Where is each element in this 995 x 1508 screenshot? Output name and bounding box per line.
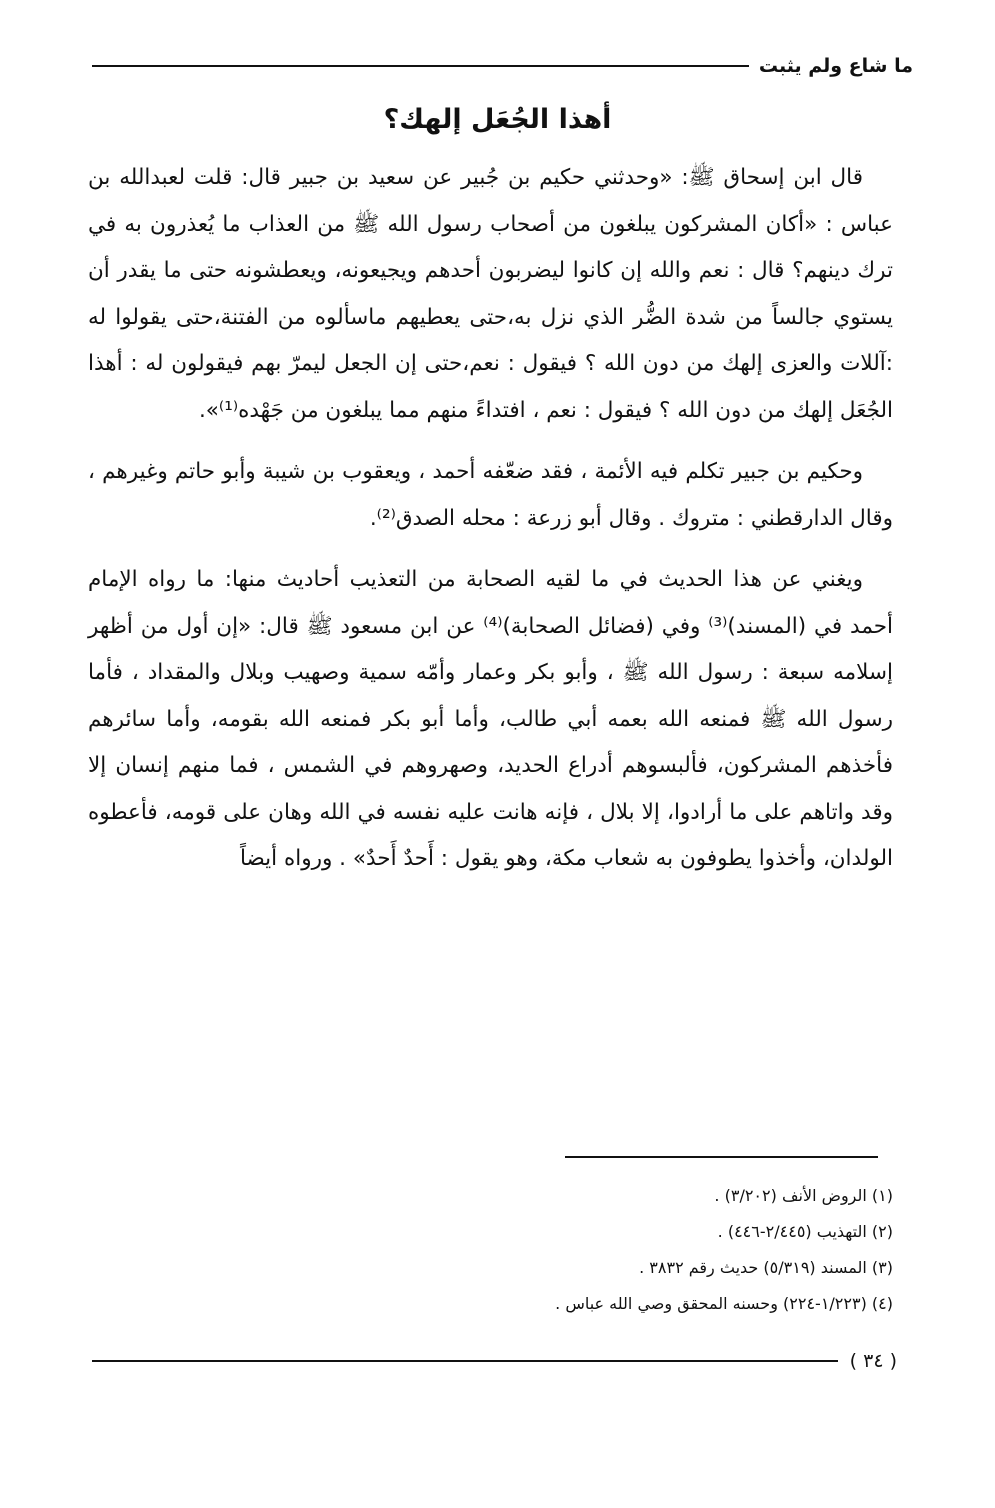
body-text — [88, 155, 893, 898]
page-number: ( ٣٤ ) — [849, 1350, 897, 1372]
paragraph-1: قال ابن إسحاق ﷺ: «وحدثني حكيم بن جُبير عن سعيد بن جبير قال: قلت لعبدالله بن عباس : «أكان المشركون يبلغون من أصحاب رسول الله ﷺ من العذاب ما يُعذرون به في ترك دينهم؟ قال : نعم والله إن كانوا ليضربون أحدهم ويجيعونه، ويعطشونه حتى ما يقدر أن يستوي جالساً من شدة الضُّر الذي نزل به،حتى يعطيهم ماسألوه من الفتنة،حتى يقولوا له :آللات والعزى إلهك من دون الله ؟ فيقول : نعم،حتى إن الجعل ليمرّ بهم فيقولون له : أهذا الجُعَل إلهك من دون الله ؟ فيقول : نعم ، افتداءً منهم مما يبلغون من جَهْده⁽¹⁾». — [88, 165, 893, 423]
section-heading: أهذا الجُعَل إلهك؟ — [383, 104, 612, 135]
paragraph-3: ويغني عن هذا الحديث في ما لقيه الصحابة من التعذيب أحاديث منها: ما رواه الإمام أحمد في (المسند)⁽³⁾ وفي (فضائل الصحابة)⁽⁴⁾ عن ابن مسعود ﷺ قال: «إن أول من أظهر إسلامه سبعة : رسول الله ﷺ ، وأبو بكر وعمار وأمّه سمية وصهيب وبلال والمقداد ، فأما رسول الله ﷺ فمنعه الله بعمه أبي طالب، وأما أبو بكر فمنعه الله بقومه، وأما سائرهم فأخذهم المشركون، فألبسوهم أدراع الحديد، وصهروهم في الشمس ، فما منهم إنسان إلا وقد واتاهم على ما أرادوا، إلا بلال ، فإنه هانت عليه نفسه في الله وهان على قومه، فأعطوه الولدان، وأخذوا يطوفون به شعاب مكة، وهو يقول : أَحدٌ أَحدٌ» . ورواه أيضاً — [88, 567, 894, 871]
page-footer — [92, 1350, 897, 1372]
footnote-4: (٤) (١/٢٢٣-٢٢٤) وحسنه المحقق وصي الله عباس . — [555, 1294, 893, 1313]
footnote-rule — [565, 1156, 878, 1158]
footer-rule — [92, 1360, 838, 1362]
running-header — [92, 55, 913, 77]
footnote-3: (٣) المسند (٥/٣١٩) حديث رقم ٣٨٣٢ . — [639, 1258, 893, 1277]
footnote-1: (١) الروض الأنف (٣/٢٠٢) . — [714, 1186, 893, 1205]
footnote-2: (٢) التهذيب (٢/٤٤٥-٤٤٦) . — [717, 1222, 893, 1241]
paragraph-2: وحكيم بن جبير تكلم فيه الأئمة ، فقد ضعّفه أحمد ، ويعقوب بن شيبة وأبو حاتم وغيرهم ، وقال الدارقطني : متروك . وقال أبو زرعة : محله الصدق⁽²⁾. — [88, 459, 893, 531]
footnotes — [300, 1178, 893, 1322]
header-rule — [92, 65, 749, 67]
running-header-title: ما شاع ولم يثبت — [758, 55, 913, 77]
